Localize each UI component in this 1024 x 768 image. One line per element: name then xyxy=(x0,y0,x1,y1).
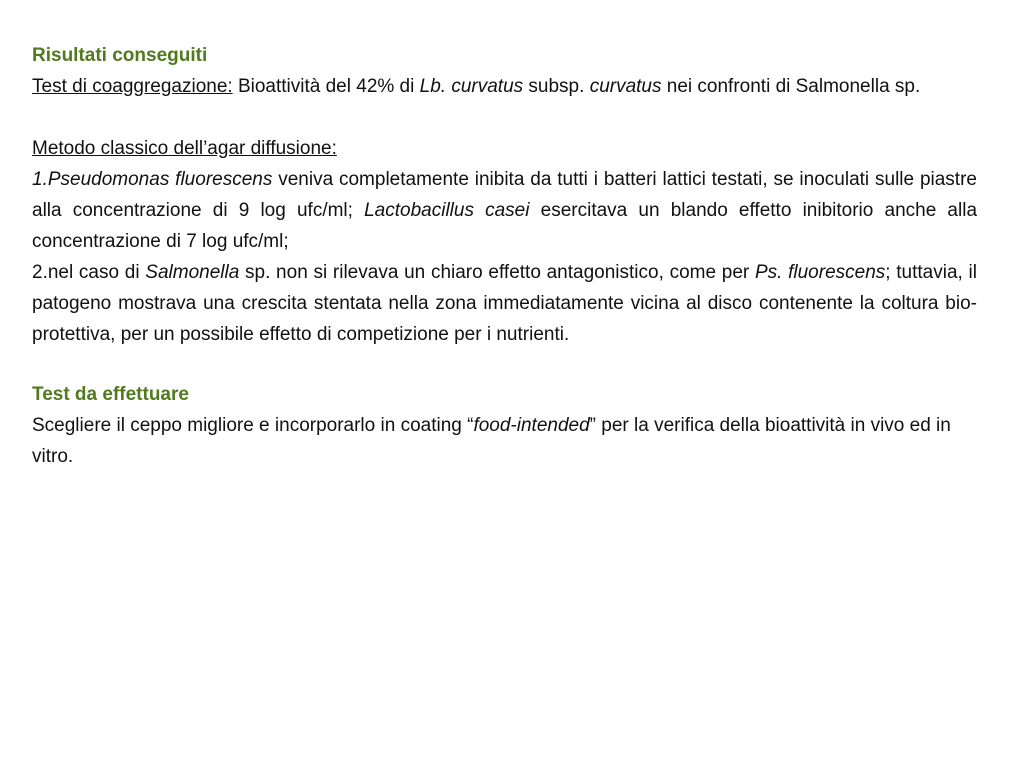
method-item-1-organism-2: Lactobacillus casei xyxy=(364,200,530,221)
method-item-1-text-1: veniva completamente inibita da tutti i batteri lattici testati, se inoculati sulle piastre alla concentrazione di 9 log ufc/ml; xyxy=(32,169,977,221)
coaggregation-subspecies: curvatus xyxy=(589,76,662,97)
coaggregation-paragraph xyxy=(32,71,977,102)
todo-paragraph xyxy=(32,410,977,472)
coaggregation-species: Lb. curvatus xyxy=(419,76,524,97)
method-item-2-text-3: ; tuttavia, il patogeno mostrava una crescita stentata nella zona immediatamente vicina al disco contenente la coltura bio-protettiva, per un possibile effetto di competizione per i nutrienti. xyxy=(32,262,977,345)
method-item-1 xyxy=(32,164,977,257)
coaggregation-text-3: nei confronti di Salmonella sp. xyxy=(661,76,921,97)
results-heading: Risultati conseguiti xyxy=(32,45,208,66)
method-item-2-organism: Salmonella xyxy=(145,262,240,283)
coaggregation-label: Test di coaggregazione: xyxy=(32,76,233,97)
todo-italic: food-intended xyxy=(473,415,590,436)
todo-text-1: Scegliere il ceppo migliore e incorporarlo in coating “ xyxy=(32,415,474,436)
method-item-1-text-2: esercitava un blando effetto inibitorio anche alla concentrazione di 7 log ufc/ml; xyxy=(32,200,978,252)
spacer xyxy=(32,102,977,133)
todo-heading: Test da effettuare xyxy=(32,384,189,405)
method-item-2-text-1: 2.nel caso di xyxy=(32,262,146,283)
method-item-2 xyxy=(32,257,977,350)
method-item-1-organism: 1.Pseudomonas fluorescens xyxy=(32,169,273,190)
spacer xyxy=(32,350,977,379)
todo-text-2: ” per la verifica della bioattività in vivo ed in vitro. xyxy=(32,415,951,467)
slide-content xyxy=(32,40,977,472)
coaggregation-text-1: Bioattività del 42% di xyxy=(232,76,420,97)
method-label: Metodo classico dell’agar diffusione: xyxy=(32,138,337,159)
method-item-2-organism-2: Ps. fluorescens xyxy=(754,262,886,283)
coaggregation-text-2: subsp. xyxy=(523,76,590,97)
method-item-2-text-2: sp. non si rilevava un chiaro effetto antagonistico, come per xyxy=(239,262,755,283)
